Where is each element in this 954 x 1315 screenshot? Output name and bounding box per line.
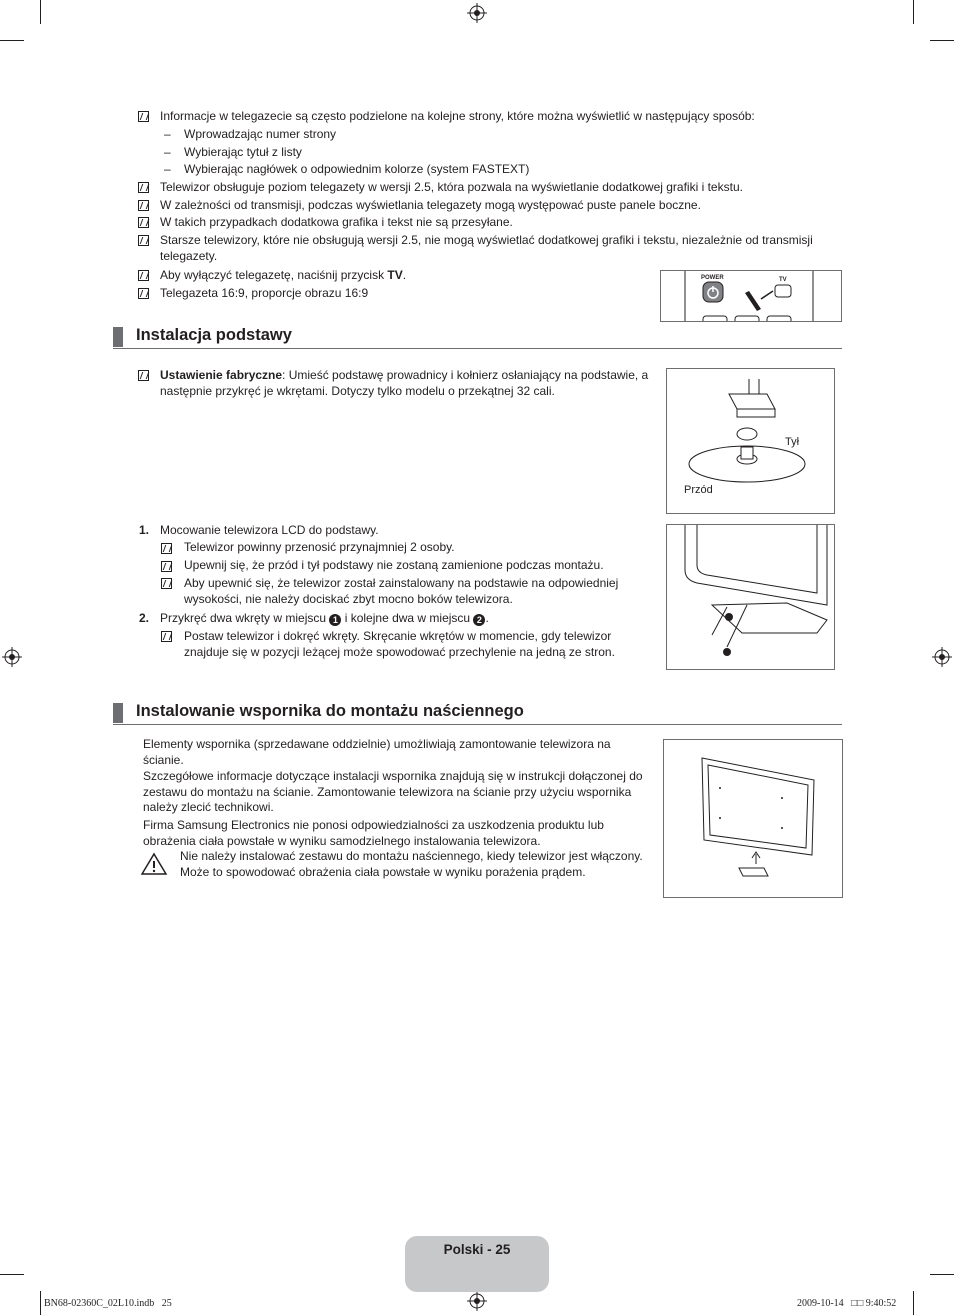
note-icon	[161, 631, 172, 642]
section-marker	[113, 703, 123, 723]
note-icon	[138, 200, 149, 211]
section-rule	[113, 348, 842, 349]
crop-mark	[913, 1291, 914, 1315]
note-icon	[138, 235, 149, 246]
dash-item: Wybierając tytuł z listy	[184, 145, 302, 159]
teletext-intro: Informacje w telegazecie są często podzielone na kolejne strony, które można wyświetlić w następujący sposób:	[160, 109, 755, 123]
factory-note: Ustawienie fabryczne: Umieść podstawę prowadnicy i kołnierz osłaniający na podstawie, a następnie przykręć je wkrętami. Dotyczy tylko modelu o przekątnej 32 cali.	[160, 368, 649, 398]
wall-paragraph: Szczegółowe informacje dotyczące instalacji wspornika znajdują się w instrukcji dołączonej do zestawu do montażu na ścianie. Zamontowanie telewizora na ścianie przy użyciu wspornika należy zlecić technikowi.	[143, 769, 643, 814]
section-marker	[113, 327, 123, 347]
note-icon	[161, 543, 172, 554]
note-text: W zależności od transmisji, podczas wyświetlania telegazety mogą występować puste panele boczne.	[160, 198, 701, 212]
date-info: 2009-10-14 □□ 9:40:52	[797, 1298, 897, 1309]
step1-note: Upewnij się, że przód i tył podstawy nie zostaną zamienione podczas montażu.	[184, 558, 604, 572]
crop-mark	[930, 40, 954, 41]
step1-note: Aby upewnić się, że telewizor został zainstalowany na podstawie na odpowiedniej wysokości, nie należy dociskać zbyt mocno boków telewizora.	[184, 576, 619, 606]
remote-tv-label: TV	[779, 277, 787, 283]
crop-mark	[40, 0, 41, 24]
section-title-stand: Instalacja podstawy	[136, 326, 292, 344]
crop-mark	[930, 1274, 954, 1275]
dash-item: Wybierając nagłówek o odpowiednim kolorze (system FASTEXT)	[184, 162, 530, 176]
note-text: Telewizor obsługuje poziom telegazety w wersji 2.5, która pozwala na wyświetlanie dodatkowej grafiki i tekstu.	[160, 180, 743, 194]
crop-mark	[0, 1274, 24, 1275]
stand-assembly-figure	[666, 368, 835, 514]
registration-mark-icon	[467, 3, 487, 23]
dash-bullet: –	[164, 162, 171, 176]
dash-item: Wprowadzając numer strony	[184, 127, 337, 141]
step1-note: Telewizor powinny przenosić przynajmniej 2 osoby.	[184, 540, 455, 554]
callout-2-icon: 2	[473, 614, 485, 626]
label-front: Przód	[684, 484, 713, 496]
registration-mark-icon	[932, 647, 952, 667]
note-icon	[138, 370, 149, 381]
page-number: Polski - 25	[443, 1242, 511, 1257]
dash-bullet: –	[164, 145, 171, 159]
registration-mark-icon	[467, 1291, 487, 1311]
ratio-note: Telegazeta 16:9, proporcje obrazu 16:9	[160, 286, 369, 300]
wall-bracket-figure	[663, 739, 843, 898]
step-number: 2.	[139, 611, 150, 625]
wall-paragraph: Firma Samsung Electronics nie ponosi odpowiedzialności za uszkodzenia produktu lub obrażenia ciała powstałe w wyniku samodzielnego instalowania telewizora.	[143, 818, 604, 848]
section-rule	[113, 724, 842, 725]
note-icon	[161, 578, 172, 589]
step2-note: Postaw telewizor i dokręć wkręty. Skręcanie wkrętów w momencie, gdy telewizor znajduje się w pozycji leżącej może spowodować przechylenie na jedną ze stron.	[184, 629, 615, 659]
crop-mark	[40, 1291, 41, 1315]
step1-text: Mocowanie telewizora LCD do podstawy.	[160, 523, 379, 537]
note-icon	[138, 111, 149, 122]
tv-off-note: Aby wyłączyć telegazetę, naciśnij przycisk TV.	[160, 268, 407, 282]
step2-text: Przykręć dwa wkręty w miejscu 1 i kolejne dwa w miejscu 2 .	[160, 611, 489, 625]
note-text: Starsze telewizory, które nie obsługują wersji 2.5, nie mogą wyświetlać dodatkowej grafiki i tekstu, niezależnie od transmisji telegazety.	[160, 233, 813, 263]
remote-note-icon	[138, 270, 149, 281]
step-number: 1.	[139, 523, 150, 537]
registration-mark-icon	[2, 647, 22, 667]
remote-power-label: POWER	[701, 275, 724, 281]
note-icon	[138, 288, 149, 299]
tv-mount-figure	[666, 524, 835, 670]
note-text: W takich przypadkach dodatkowa grafika i tekst nie są przesyłane.	[160, 215, 513, 229]
warning-triangle-icon	[141, 852, 167, 876]
remote-figure	[660, 270, 842, 322]
note-icon	[138, 217, 149, 228]
label-back: Tył	[785, 436, 800, 448]
callout-1-icon: 1	[329, 614, 341, 626]
note-icon	[138, 182, 149, 193]
crop-mark	[0, 40, 24, 41]
dash-bullet: –	[164, 127, 171, 141]
section-title-wall: Instalowanie wspornika do montażu naściennego	[136, 702, 524, 720]
crop-mark	[913, 0, 914, 24]
note-icon	[161, 561, 172, 572]
warning-text: Nie należy instalować zestawu do montażu naściennego, kiedy telewizor jest włączony. Może to spowodować obrażenia ciała powstałe w wyniku porażenia prądem.	[180, 849, 643, 879]
file-info: BN68-02360C_02L10.indb 25	[44, 1298, 172, 1309]
wall-paragraph: Elementy wspornika (sprzedawane oddzielnie) umożliwiają zamontowanie telewizora na ścianie.	[143, 737, 611, 767]
